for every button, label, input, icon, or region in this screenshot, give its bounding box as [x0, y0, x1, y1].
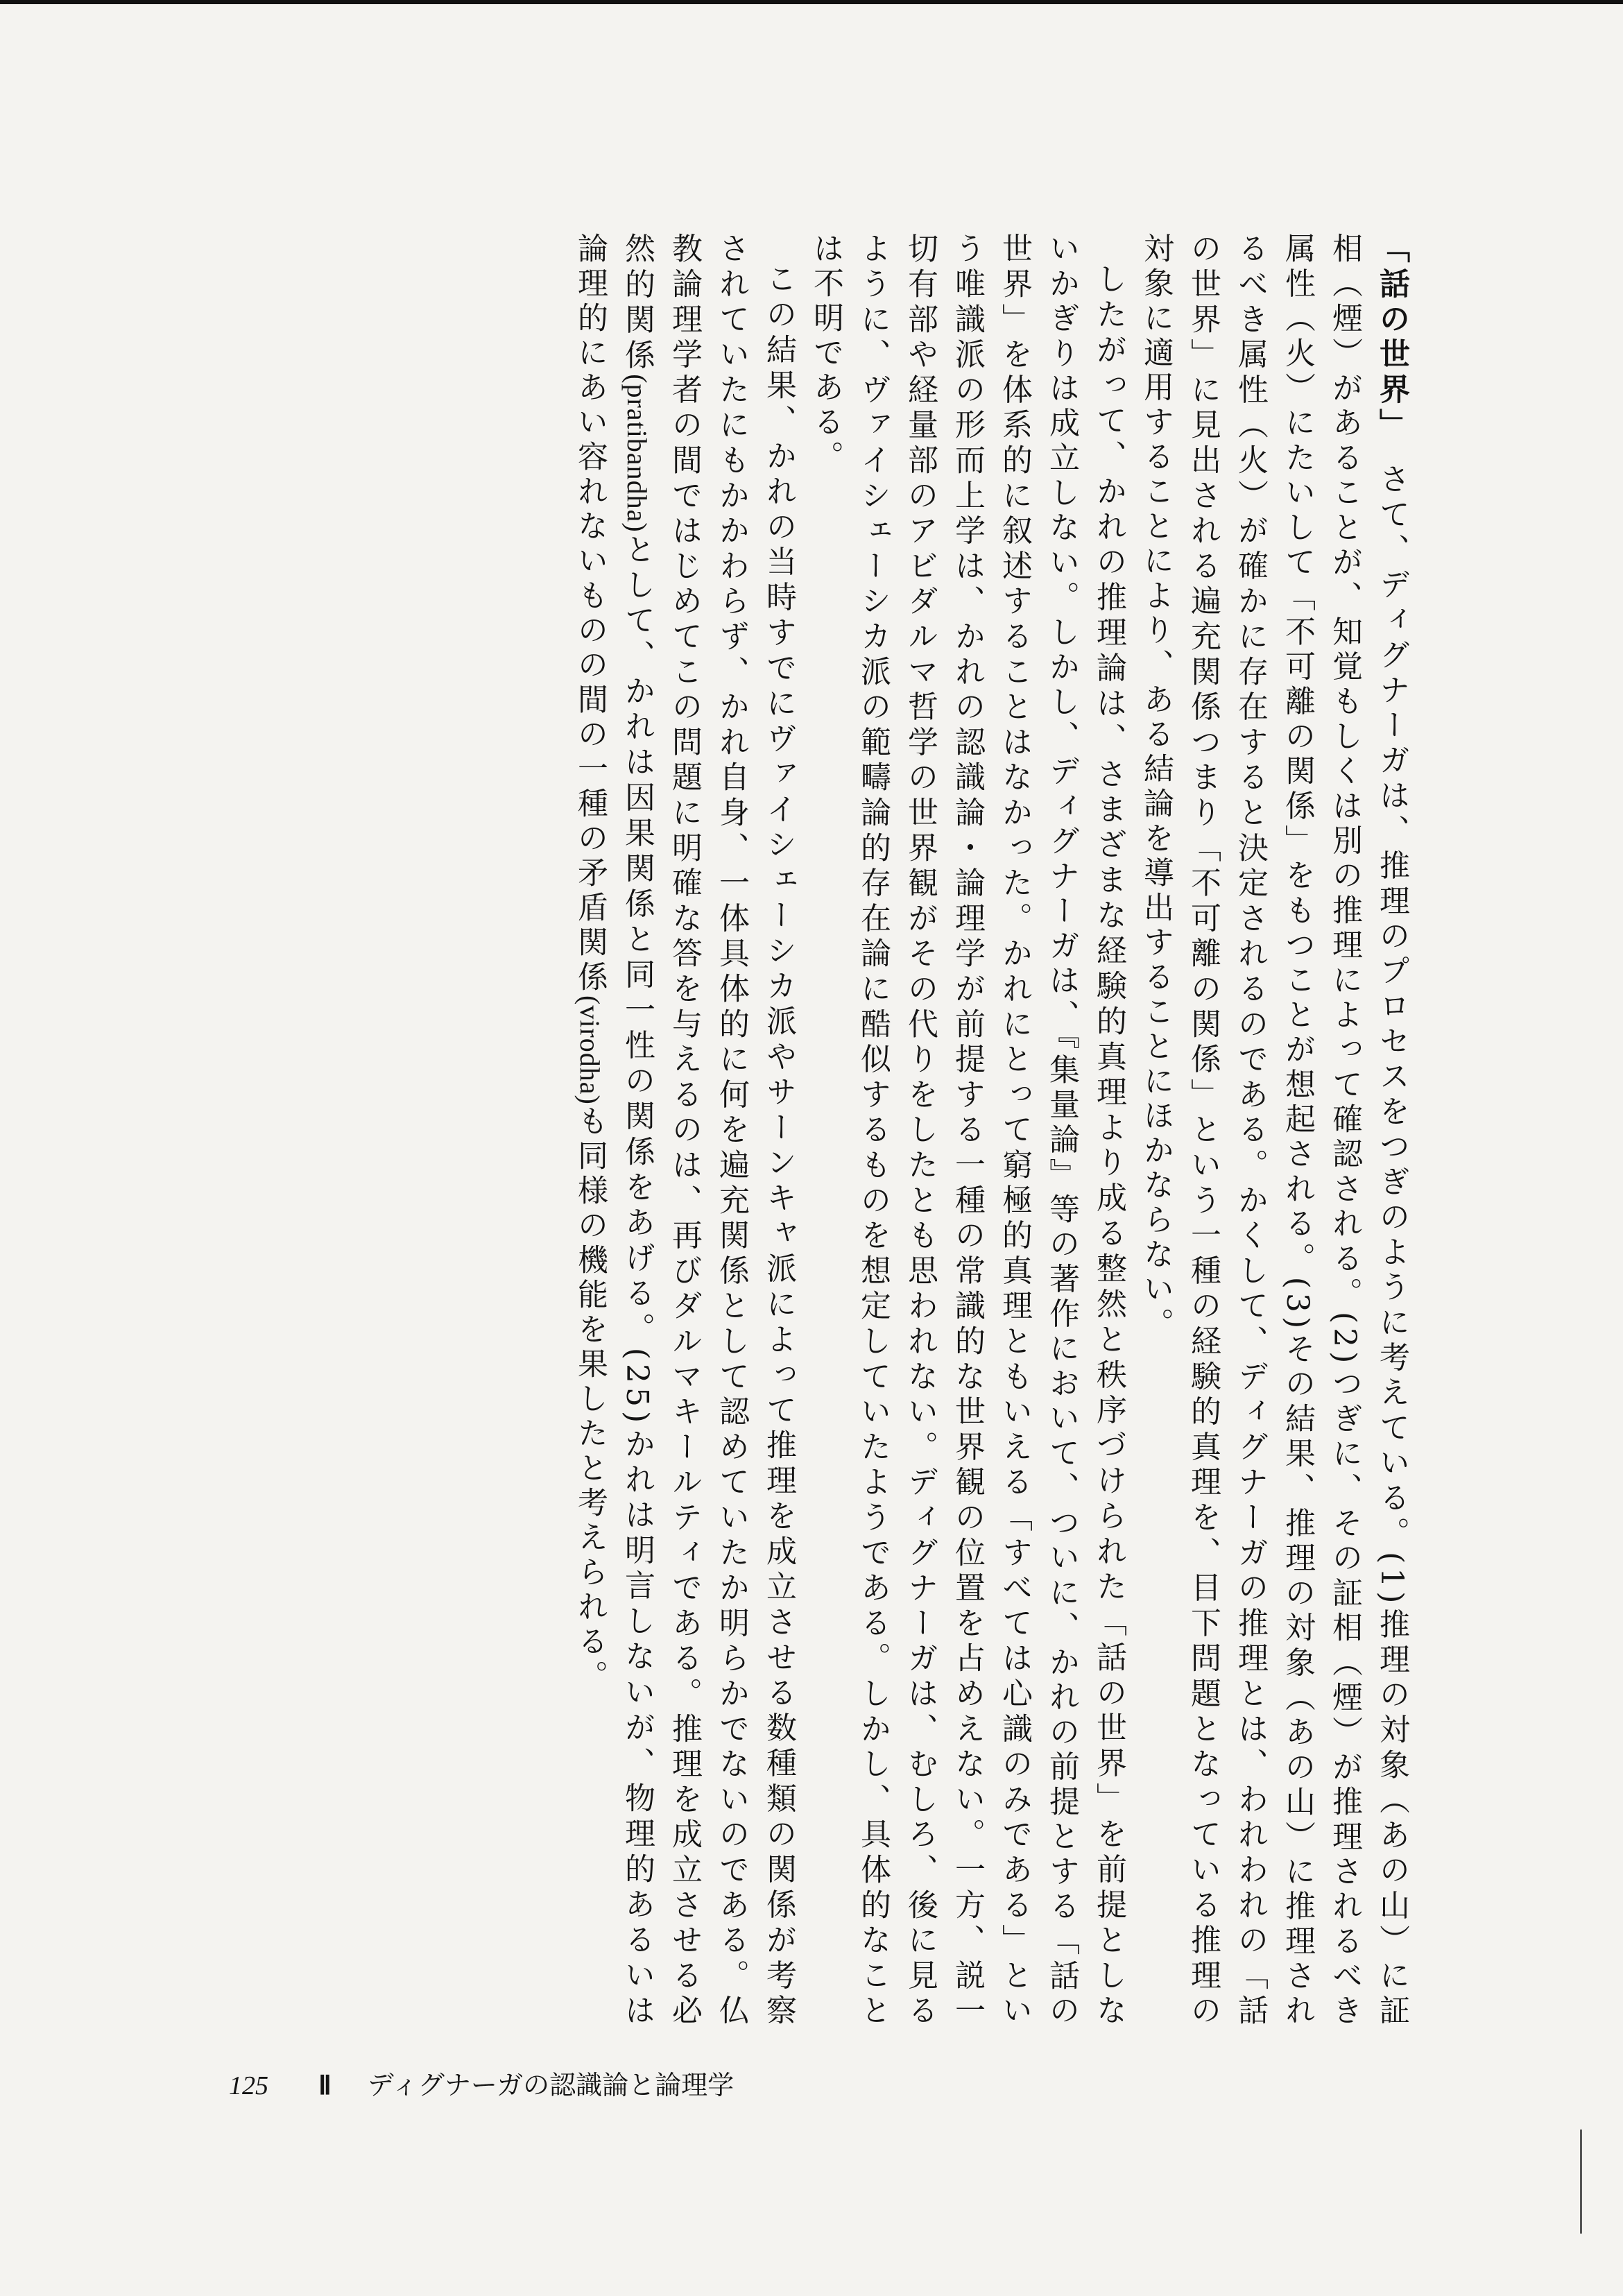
part-number: Ⅱ	[318, 2071, 332, 2100]
paragraph-1	[1132, 232, 1415, 2029]
page-footer	[229, 2064, 734, 2102]
paragraph-2	[802, 232, 1132, 2029]
paragraph-3	[566, 232, 802, 2029]
running-title: ディグナーガの認識論と論理学	[367, 2070, 735, 2100]
sanskrit-term-virodha: (virodha)	[574, 995, 606, 1105]
page-number: 125	[229, 2071, 268, 2100]
sanskrit-term-pratibandha: (pratibandha)	[621, 374, 653, 533]
paragraph-2-text: したがって、かれの推理論は、さまざまな経験的真理より成る整然と秩序づけられた「話の世界」を前提としないかぎりは成立しない。しかし、ディグナーガは、『集量論』等の著作において、ついに、かれの前提とする「話の世界」を体系的に叙述することはなかった。かれにとって窮極的真理ともいえる「すべては心識のみである」という唯識派の形而上学は、かれの認識論・論理学が前提する一種の常識的な世界観の位置を占めえない。一方、説一切有部や経量部のアビダルマ哲学の世界観がその代りをしたとも思われない。ディグナーガは、むしろ、後に見るように、ヴァイシェーシカ派の範疇論的存在論に酷似するものを想定していたようである。しかし、具体的なことは不明である。	[808, 232, 1126, 2029]
paragraph-3-text-before: この結果、かれの当時すでにヴァイシェーシカ派やサーンキャ派によって推理を成立させる数種類の関係が考察されていたにもかかわらず、かれ自身、一体具体的に何を遍充関係として認めていたか明らかでないのである。仏教論理学者の間ではじめてこの問題に明確な答を与えるのは、再びダルマキールティである。推理を成立させる必然的関係	[619, 232, 796, 2029]
vertical-text-body	[208, 232, 1415, 2029]
section-heading: 「話の世界」	[1374, 232, 1409, 428]
top-border-rule	[0, 0, 1623, 4]
paragraph-3-text-middle: として、かれは因果関係と同一性の関係をあげる。(25)かれは明言しないが、物理的あるいは論理的にあい容れないものの間の一種の矛盾関係	[572, 232, 655, 2029]
paragraph-1-text: さて、ディグナーガは、推理のプロセスをつぎのように考えている。(1)推理の対象（あの山）に証相（煙）があることが、知覚もしくは別の推理によって確認される。(2)つぎに、その証相（煙）が推理されるべき属性（火）にたいして「不可離の関係」をもつことが想起される。(3)その結果、推理の対象（あの山）に推理されるべき属性（火）が確かに存在すると決定されるのである。かくして、ディグナーガの推理とは、われわれの「話の世界」に見出される遍充関係つまり「不可離の関係」という一種の経験的真理を、目下問題となっている推理の対象に適用することにより、ある結論を導出することにほかならない。	[1138, 232, 1409, 2029]
paragraph-3-text-after: も同様の機能を果したと考えられる。	[572, 1104, 608, 1695]
margin-mark	[1580, 2130, 1582, 2234]
